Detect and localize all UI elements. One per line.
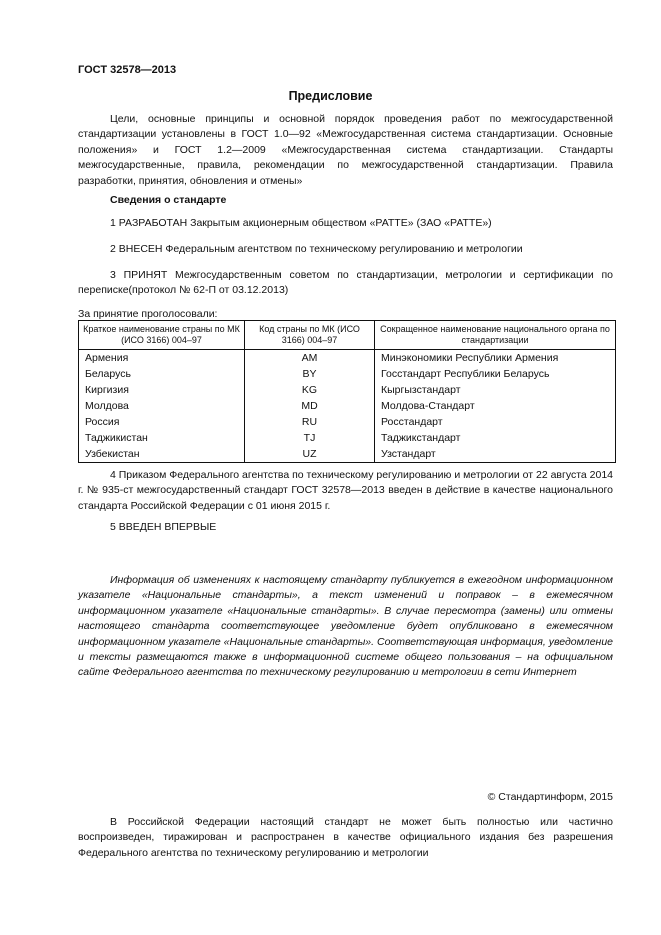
table-row [79, 366, 616, 382]
standards-body: Молдова-Стандарт [375, 398, 616, 414]
page-title: Предисловие [288, 89, 373, 103]
item-adopted: 3 ПРИНЯТ Межгосударственным советом по стандартизации, метрологии и сертификации по переписке(протокол № 62-П от 03.12.2013) [78, 269, 613, 297]
table-row [79, 430, 616, 446]
info-heading: Сведения о стандарте [110, 194, 227, 206]
table-row [79, 414, 616, 430]
country-name: Таджикистан [79, 430, 245, 446]
table-header-row [79, 321, 616, 350]
country-code: TJ [245, 430, 375, 446]
item-developed: 1 РАЗРАБОТАН Закрытым акционерным обществом «РАТТЕ» (ЗАО «РАТТЕ») [110, 217, 492, 229]
changes-notice: Информация об изменениях к настоящему стандарту публикуется в ежегодном информационном указателе «Национальные стандарты», а текст изменений и поправок – в ежемесячном информационном указателе «Национальные стандарты». В случае пересмотра (замены) или отмены настоящего стандарта соответствующее уведомление будет опубликовано в ежемесячном информационном указателе «Национальные стандарты». Соответствующая информация, уведомление и тексты размещаются также в информационной системе общего пользования – на официальном сайте Федерального агентства по техническому регулированию и метрологии в сети Интернет [78, 574, 613, 679]
voting-countries-table [78, 320, 616, 463]
reproduction-restriction: В Российской Федерации настоящий стандарт не может быть полностью или частично воспроизведен, тиражирован и распространен в качестве официального издания без разрешения Федерального агентства по техническому регулированию и метрологии [78, 816, 613, 859]
table-row [79, 398, 616, 414]
intro-paragraph: Цели, основные принципы и основной порядок проведения работ по межгосударственной стандартизации установлены в ГОСТ 1.0—92 «Межгосударственная система стандартизации. Основные положения» и ГОСТ 1.2—2009 «Межгосударственная система стандартизации. Стандарты межгосударственные, правила, рекомендации по межгосударственной стандартизации. Правила разработки, принятия, обновления и отмены» [78, 113, 613, 187]
table-row [79, 350, 616, 367]
standards-body: Таджикстандарт [375, 430, 616, 446]
country-code: BY [245, 366, 375, 382]
copyright-line: © Стандартинформ, 2015 [487, 791, 613, 803]
item-first-introduced: 5 ВВЕДЕН ВПЕРВЫЕ [110, 521, 217, 533]
standards-body: Росстандарт [375, 414, 616, 430]
standards-body: Узстандарт [375, 446, 616, 463]
standards-body: Госстандарт Республики Беларусь [375, 366, 616, 382]
table-row [79, 382, 616, 398]
column-header-body: Сокращенное наименование национального органа по стандартизации [375, 321, 616, 350]
document-code-header: ГОСТ 32578—2013 [78, 64, 177, 76]
voting-intro: За принятие проголосовали: [78, 308, 218, 320]
column-header-country: Краткое наименование страны по МК (ИСО 3166) 004–97 [79, 321, 245, 350]
standards-body: Кыргызстандарт [375, 382, 616, 398]
standards-body: Минэкономики Республики Армения [375, 350, 616, 367]
country-name: Узбекистан [79, 446, 245, 463]
item-submitted: 2 ВНЕСЕН Федеральным агентством по техническому регулированию и метрологии [110, 243, 523, 255]
item-order: 4 Приказом Федерального агентства по техническому регулированию и метрологии от 22 августа 2014 г. № 935-ст межгосударственный стандарт ГОСТ 32578—2013 введен в действие в качестве национального стандарта Российской Федерации с 01 июня 2015 г. [78, 469, 614, 512]
country-code: UZ [245, 446, 375, 463]
country-code: RU [245, 414, 375, 430]
country-name: Беларусь [79, 366, 245, 382]
country-code: AM [245, 350, 375, 367]
country-name: Армения [79, 350, 245, 367]
country-name: Киргизия [79, 382, 245, 398]
country-name: Россия [79, 414, 245, 430]
country-code: MD [245, 398, 375, 414]
country-name: Молдова [79, 398, 245, 414]
column-header-code: Код страны по МК (ИСО 3166) 004–97 [245, 321, 375, 350]
table-row [79, 446, 616, 463]
country-code: KG [245, 382, 375, 398]
